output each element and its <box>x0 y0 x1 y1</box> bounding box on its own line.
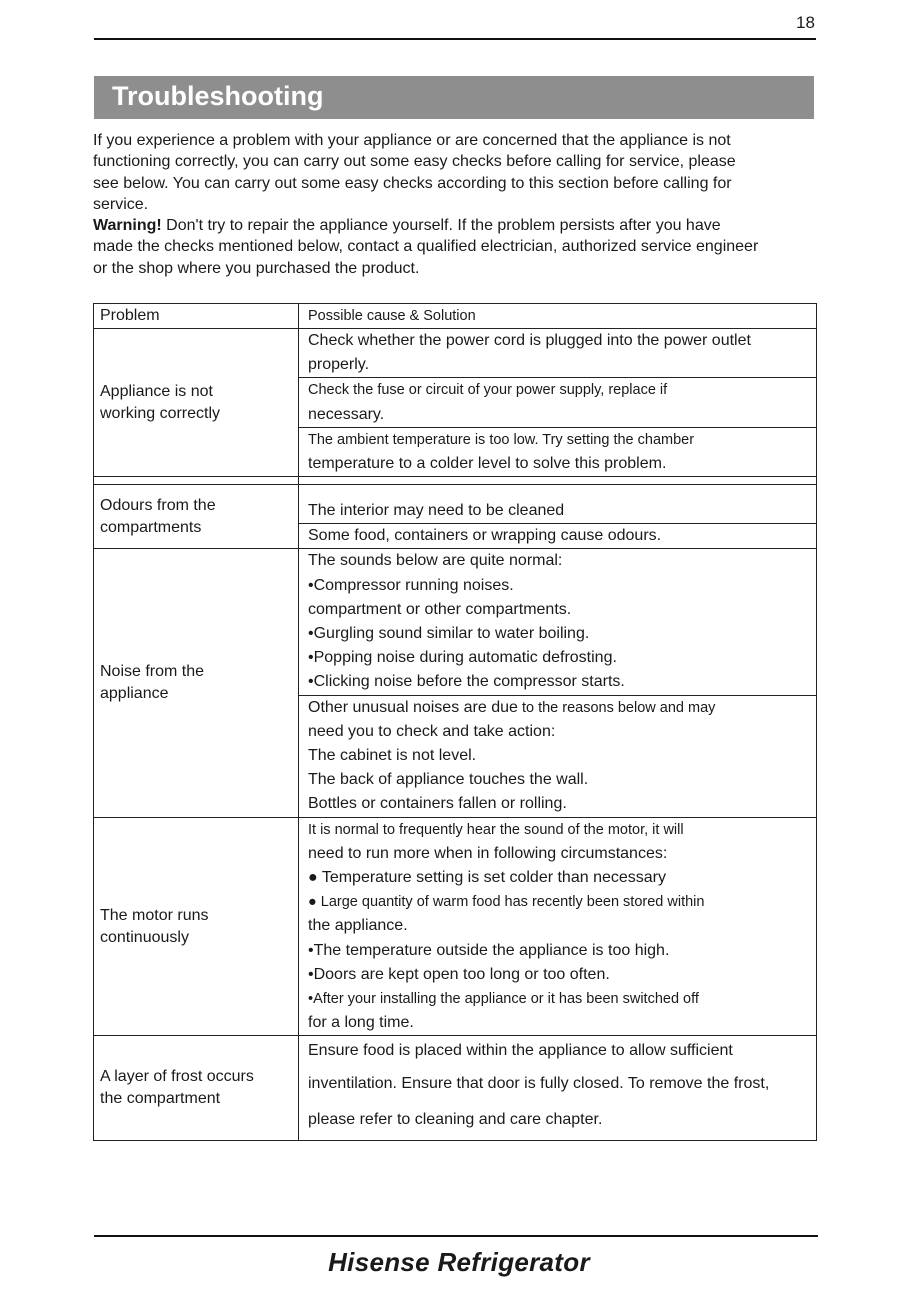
problem-odours: Odours from the compartments <box>94 485 299 549</box>
solution-cell: Ensure food is placed within the appliance to allow sufficient inventilation. Ensure that door is fully closed. To remove the frost, please refer to cleaning and care chapter. <box>299 1036 817 1141</box>
table-row <box>94 817 817 1036</box>
problem-frost: A layer of frost occurs the compartment <box>94 1036 299 1141</box>
table-header-row <box>94 304 817 329</box>
solution-cell: The ambient temperature is too low. Try setting the chamber temperature to a colder level to solve this problem. <box>299 427 817 476</box>
solution-cell: Check whether the power cord is plugged into the power outlet properly. <box>299 329 817 378</box>
troubleshooting-table <box>93 303 817 1141</box>
warning-label: Warning! <box>93 217 162 235</box>
intro-paragraph <box>93 130 823 215</box>
problem-appliance: Appliance is not working correctly <box>94 329 299 477</box>
solution-cell: Some food, containers or wrapping cause odours. <box>299 524 817 549</box>
solution-cell: It is normal to frequently hear the sound of the motor, it will need to run more when in following circumstances: ● Temperature setting is set colder than necessary ● Large quantity of warm food has recently been stored within the appliance. •The temperature outside the appliance is too high. •Doors are kept open too long or too often. •After your installing the appliance or it has been switched off for a long time. <box>299 817 817 1036</box>
table-row <box>94 1036 817 1141</box>
table-row <box>94 485 817 524</box>
problem-motor: The motor runs continuously <box>94 817 299 1036</box>
top-divider <box>94 38 816 40</box>
header-problem: Problem <box>94 304 299 329</box>
warning-line: made the checks mentioned below, contact a qualified electrician, authorized service engineer <box>93 238 759 256</box>
intro-text <box>93 130 823 279</box>
warning-paragraph <box>93 215 823 279</box>
footer-brand: Hisense Refrigerator <box>328 1247 590 1277</box>
page-number: 18 <box>796 13 815 32</box>
solution-cell: Check the fuse or circuit of your power supply, replace if necessary. <box>299 378 817 427</box>
intro-line: functioning correctly, you can carry out some easy checks before calling for service, please <box>93 153 736 171</box>
intro-line: see below. You can carry out some easy checks according to this section before calling for <box>93 174 732 192</box>
solution-cell: The interior may need to be cleaned <box>299 485 817 524</box>
table-row <box>94 329 817 378</box>
warning-line: or the shop where you purchased the product. <box>93 259 420 277</box>
warning-line: Don't try to repair the appliance yourself. If the problem persists after you have <box>161 217 721 235</box>
table-row <box>94 549 817 695</box>
header-solution: Possible cause & Solution <box>299 304 817 329</box>
bottom-divider <box>94 1235 818 1237</box>
intro-line: service. <box>93 195 149 213</box>
section-title: Troubleshooting <box>94 76 814 119</box>
solution-cell: The sounds below are quite normal: •Compressor running noises. compartment or other compartments. •Gurgling sound similar to water boiling. •Popping noise during automatic defrosting. •Clicking noise before the compressor starts. <box>299 549 817 695</box>
problem-noise: Noise from the appliance <box>94 549 299 817</box>
intro-line: If you experience a problem with your appliance or are concerned that the appliance is not <box>93 132 731 149</box>
solution-cell: Other unusual noises are due to the reasons below and may need you to check and take action: The cabinet is not level. The back of appliance touches the wall. Bottles or containers fallen or rolling. <box>299 695 817 817</box>
table-spacer <box>94 477 817 485</box>
